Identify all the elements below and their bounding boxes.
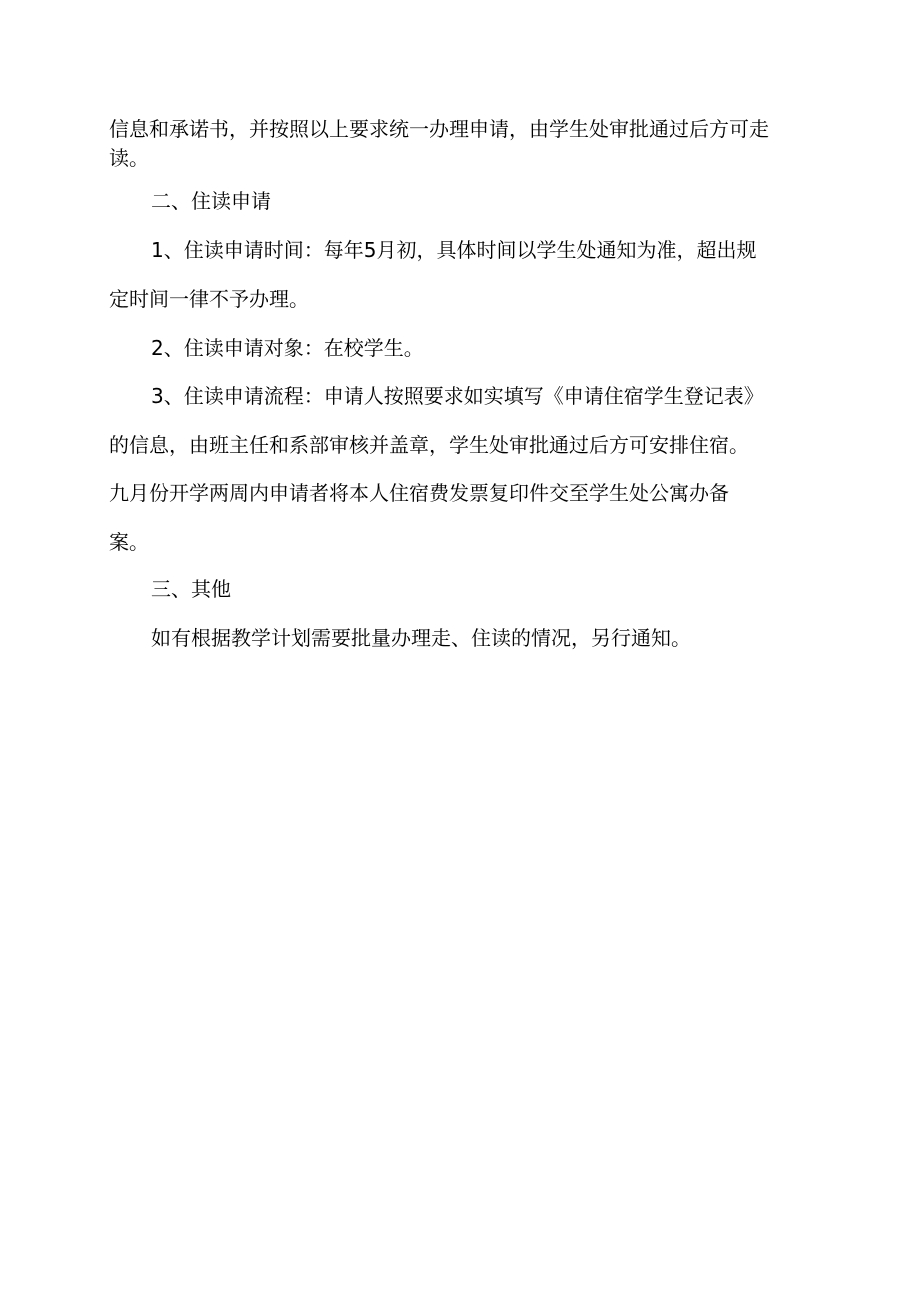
paragraph-line: 2、住读申请对象：在校学生。 — [151, 336, 424, 360]
paragraph-line: 的信息，由班主任和系部审核并盖章，学生处审批通过后方可安排住宿。 — [109, 433, 749, 457]
paragraph-line: 读。 — [109, 146, 149, 170]
paragraph-line: 九月份开学两周内申请者将本人住宿费发票复印件交至学生处公寓办备 — [109, 481, 729, 505]
paragraph-line: 案。 — [109, 530, 149, 554]
section-heading-residency: 二、住读申请 — [151, 189, 271, 213]
section-heading-other: 三、其他 — [151, 577, 231, 601]
paragraph-line: 如有根据教学计划需要批量办理走、住读的情况，另行通知。 — [151, 626, 691, 650]
paragraph-line: 1、住读申请时间：每年5月初，具体时间以学生处通知为准，超出规 — [151, 238, 757, 262]
paragraph-line: 信息和承诺书，并按照以上要求统一办理申请，由学生处审批通过后方可走 — [109, 117, 769, 141]
paragraph-line: 定时间一律不予办理。 — [109, 287, 309, 311]
paragraph-line: 3、住读申请流程：申请人按照要求如实填写《申请住宿学生登记表》 — [151, 384, 764, 408]
